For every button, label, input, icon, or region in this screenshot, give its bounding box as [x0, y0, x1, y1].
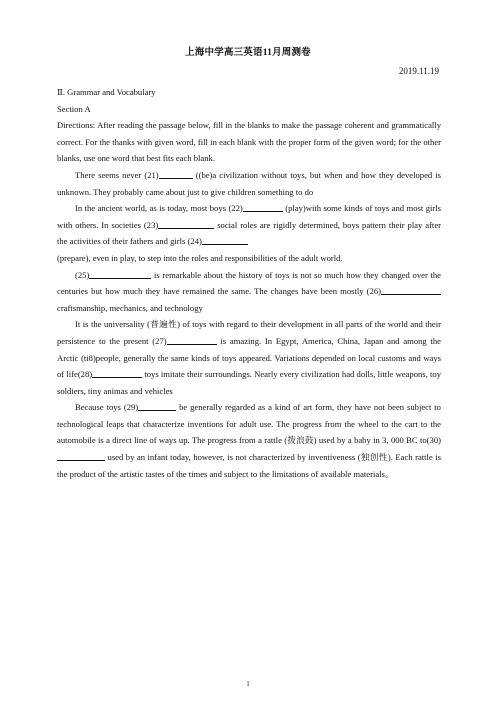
paragraph-text: (play)with some kinds of toys and most girls with others. In societies (23)	[57, 203, 441, 230]
paragraph-text: It is the universality (普遍性) of toys with regard to their development in all parts of the world and their persistence to the present (27)	[57, 319, 441, 346]
paragraph-text: is amazing. In Egypt, America, China, Japan and among the Arctic (ti8)people, generally the same kinds of toys appeared. Variations depended on local customs and ways of life(28)	[57, 335, 441, 380]
exam-content	[57, 84, 441, 482]
paragraph-text: is remarkable about the history of toys is not so much how they changed over the centuries but how much they have remained the same. The changes have been mostly (26)	[57, 269, 441, 297]
answer-blank-24[interactable]	[202, 234, 248, 245]
answer-blank-22[interactable]	[243, 201, 283, 212]
paragraph-text: ((be)a civilization without toys, but when and how they developed is unknown. They probably came about just to give children something to do	[57, 169, 441, 197]
paragraph-text: (25)	[75, 269, 90, 280]
answer-blank-28[interactable]	[92, 367, 142, 378]
paragraph-text: Because toys (29)	[75, 402, 139, 413]
answer-blank-30[interactable]	[57, 450, 105, 461]
answer-blank-29[interactable]	[138, 400, 176, 411]
page-title: 上海中学高三英语11月周测卷	[185, 48, 311, 58]
paragraph-text: craftsmanship, mechanics, and technology	[57, 302, 203, 313]
section-heading: Ⅱ. Grammar and Vocabulary	[57, 87, 156, 97]
directions-text: Directions: After reading the passage below, fill in the blanks to make the passage coherent and grammatically correct. For the thanks with given word, fill in each blank with the proper form of the given word; for the other blanks, use one word that best fits each blank.	[57, 120, 441, 164]
paragraph-5	[57, 399, 441, 482]
page-number: 1	[246, 680, 250, 688]
answer-blank-21[interactable]	[159, 168, 193, 179]
paragraph-text: social roles are rigidly determined, boys pattern their play after the activities of their fathers and girls (24)	[57, 219, 442, 247]
answer-blank-23[interactable]	[158, 218, 214, 229]
paragraph-text: used by an infant today, however, is not characterized by inventiveness (独创性). Each rattle is the product of the artistic tastes of the times and subject to the limitations of available materials。	[57, 452, 441, 479]
section-a-label: Section A	[57, 103, 91, 114]
paragraph-text: In the ancient world, as is today, most boys (22)	[75, 203, 243, 214]
answer-blank-26[interactable]	[381, 284, 441, 295]
paragraph-text: be generally regarded as a kind of art form, they have not been subject to technological leaps that characterize inventions for adult use. The progress from the wheel to the cart to the automobile is a direct line of ways up. The progress from a rattle (拨浪鼓) used by a baby in 3, 000 BC to(30)	[57, 402, 441, 446]
paragraph-2	[57, 200, 441, 266]
paragraph-text: toys imitate their surroundings. Nearly every civilization had dolls, little weapons, toy soldiers, tiny animas and vehicles	[57, 369, 441, 396]
paragraph-4	[57, 316, 441, 399]
paragraph-text: (prepare), even in play, to step into the roles and responsibilities of the adult world.	[57, 252, 343, 263]
answer-blank-25[interactable]	[89, 268, 151, 279]
paragraph-3	[57, 267, 441, 317]
exam-date: 2019.11.19	[398, 66, 439, 76]
paragraph-1	[57, 167, 441, 200]
paragraph-text: There seems never (21)	[75, 169, 159, 180]
answer-blank-27[interactable]	[167, 334, 217, 345]
